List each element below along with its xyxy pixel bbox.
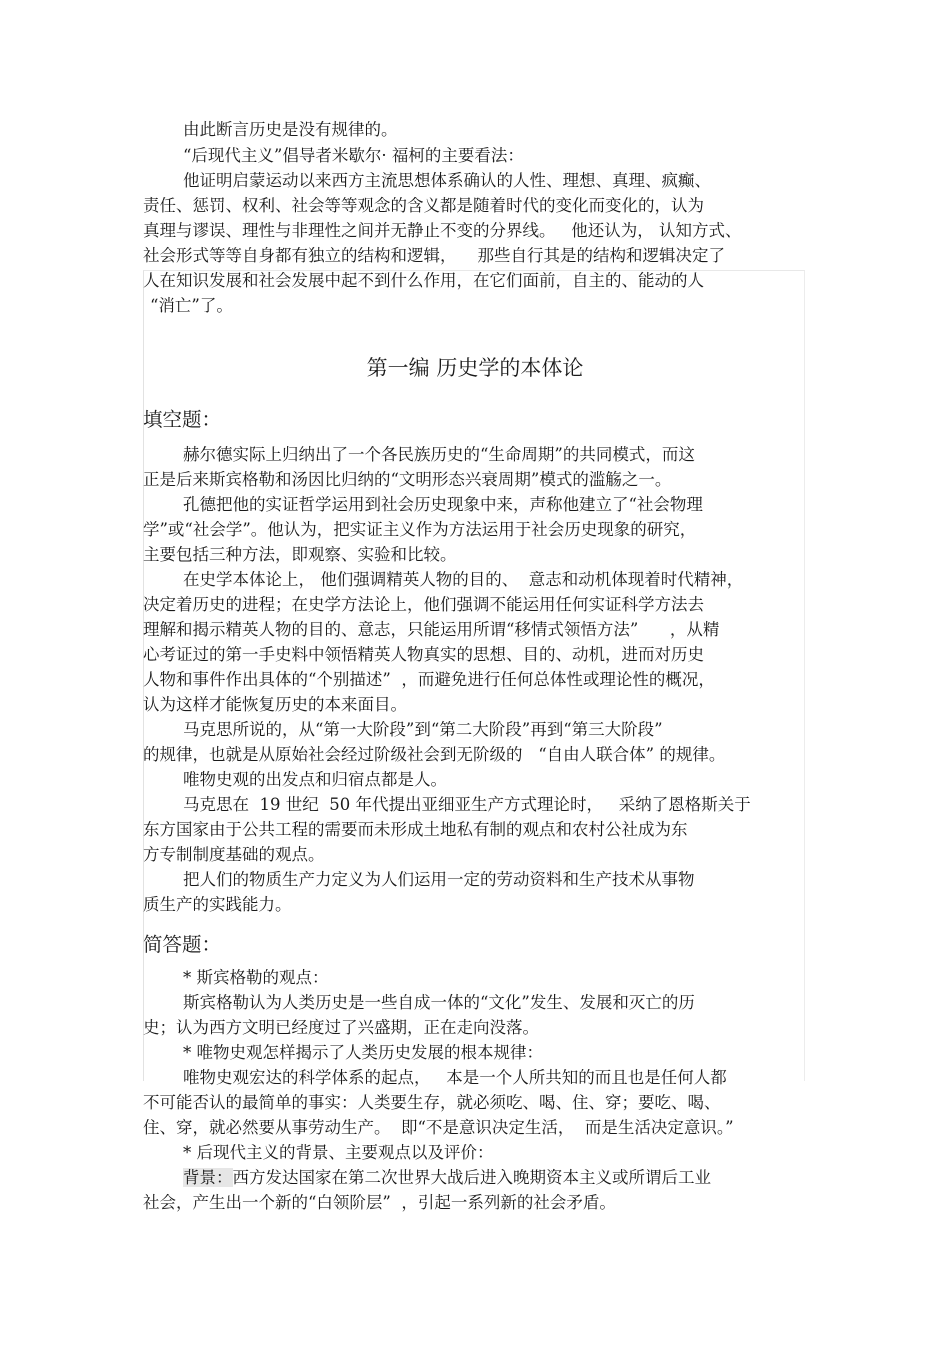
fill-line: 主要包括三种方法，即观察、实验和比较。	[143, 545, 457, 564]
fill-line: 人物和事件作出具体的“个别描述” ，而避免进行任何总体性或理论性的概况，	[143, 670, 715, 689]
answer-line	[183, 1165, 711, 1190]
question-line: * 后现代主义的背景、主要观点以及评价：	[183, 1143, 494, 1162]
background-label: 背景：	[183, 1168, 233, 1187]
fill-line: 马克思在 19 世纪 50 年代提出亚细亚生产方式理论时， 采纳了恩格斯关于	[183, 795, 751, 814]
intro-line: 他证明启蒙运动以来西方主流思想体系确认的人性、理想、真理、疯癫、	[183, 171, 711, 190]
question-line: * 斯宾格勒的观点：	[183, 968, 329, 987]
fill-line: 赫尔德实际上归纳出了一个各民族历史的“生命周期”的共同模式，而这	[183, 445, 695, 464]
intro-line: “后现代主义”倡导者米歇尔· 福柯的主要看法：	[183, 146, 524, 165]
fill-line: 把人们的物质生产力定义为人们运用一定的劳动资料和生产技术从事物	[183, 870, 695, 889]
fill-heading: 填空题：	[143, 408, 222, 431]
fill-line: 心考证过的第一手史料中领悟精英人物真实的思想、目的、动机，进而对历史	[143, 645, 704, 664]
short-answer-heading: 简答题：	[143, 933, 222, 956]
intro-line: 责任、惩罚、权利、社会等等观念的含义都是随着时代的变化而变化的，认为	[143, 196, 704, 215]
fill-line: 质生产的实践能力。	[143, 895, 292, 914]
intro-line: “消亡”了。	[150, 296, 233, 315]
fill-line: 学”或“社会学”。他认为，把实证主义作为方法运用于社会历史现象的研究，	[143, 520, 697, 539]
answer-line: 史；认为西方文明已经度过了兴盛期，正在走向没落。	[143, 1018, 539, 1037]
fill-line: 的规律，也就是从原始社会经过阶级社会到无阶级的 “自由人联合体” 的规律。	[143, 745, 726, 764]
background-text: 西方发达国家在第二次世界大战后进入晚期资本主义或所谓后工业	[232, 1168, 711, 1187]
fill-line: 正是后来斯宾格勒和汤因比归纳的“文明形态兴衰周期”模式的滥觞之一。	[143, 470, 672, 489]
question-line: * 唯物史观怎样揭示了人类历史发展的根本规律：	[183, 1043, 543, 1062]
fill-line: 孔德把他的实证哲学运用到社会历史现象中来，声称他建立了“社会物理	[183, 495, 703, 514]
fill-line: 方专制制度基础的观点。	[143, 845, 325, 864]
intro-line: 由此断言历史是没有规律的。	[183, 120, 398, 139]
fill-line: 理解和揭示精英人物的目的、意志，只能运用所谓“移情式领悟方法” ，从精	[143, 620, 720, 639]
fill-line: 在史学本体论上， 他们强调精英人物的目的、 意志和动机体现着时代精神，	[183, 570, 744, 589]
fill-line: 马克思所说的，从“第一大阶段”到“第二大阶段”再到“第三大阶段”	[183, 720, 663, 739]
section-title: 第一编 历史学的本体论	[366, 356, 584, 380]
intro-line: 社会形式等等自身都有独立的结构和逻辑， 那些自行其是的结构和逻辑决定了	[143, 246, 725, 265]
fill-line: 决定着历史的进程；在史学方法论上，他们强调不能运用任何实证科学方法去	[143, 595, 704, 614]
answer-line: 唯物史观宏达的科学体系的起点， 本是一个人所共知的而且也是任何人都	[183, 1068, 727, 1087]
answer-line: 不可能否认的最简单的事实：人类要生存，就必须吃、喝、住、穿；要吃、喝、	[143, 1093, 721, 1112]
answer-line: 社会，产生出一个新的“白领阶层” ，引起一系列新的社会矛盾。	[143, 1193, 616, 1212]
fill-line: 唯物史观的出发点和归宿点都是人。	[183, 770, 447, 789]
intro-line: 真理与谬误、理性与非理性之间并无静止不变的分界线。 他还认为， 认知方式、	[143, 221, 742, 240]
intro-line: 人在知识发展和社会发展中起不到什么作用，在它们面前，自主的、能动的人	[143, 271, 704, 290]
answer-line: 斯宾格勒认为人类历史是一些自成一体的“文化”发生、发展和灭亡的历	[183, 993, 695, 1012]
fill-line: 东方国家由于公共工程的需要而未形成土地私有制的观点和农村公社成为东	[143, 820, 688, 839]
fill-line: 认为这样才能恢复历史的本来面目。	[143, 695, 407, 714]
answer-line: 住、穿，就必然要从事劳动生产。 即“不是意识决定生活， 而是生活决定意识。”	[143, 1118, 734, 1137]
